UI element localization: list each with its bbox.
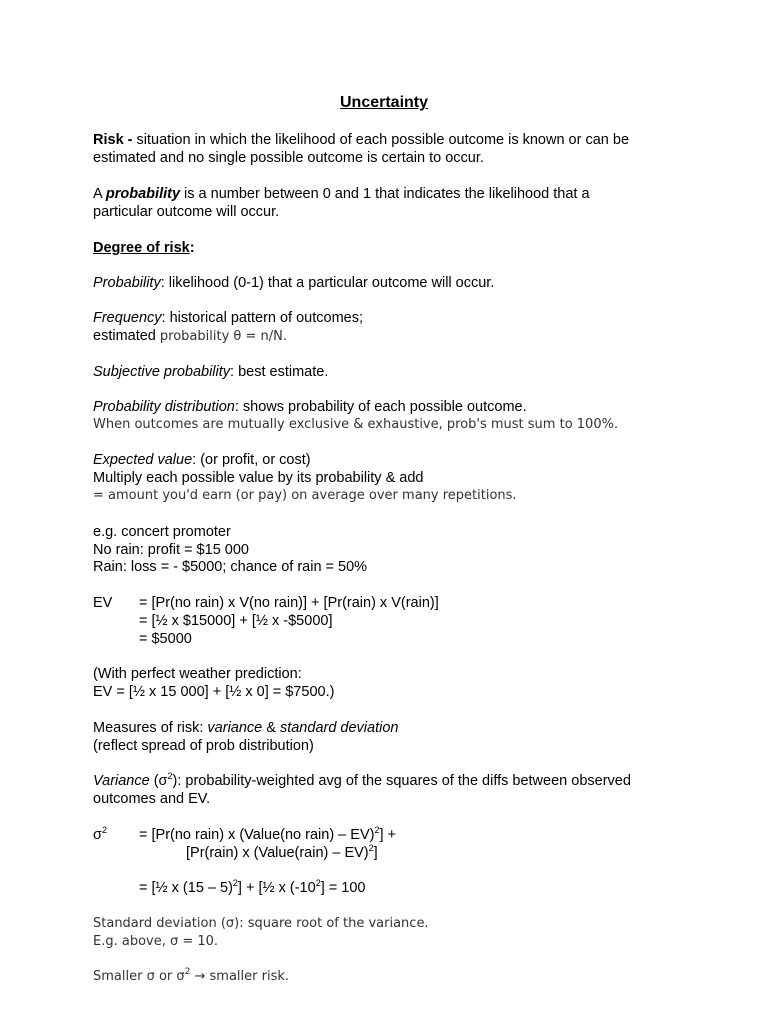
sigma-formula-row-2	[186, 844, 378, 862]
measures-sd: standard deviation	[279, 720, 399, 736]
ev-row-1	[93, 594, 693, 612]
probability-definition-line-1	[93, 185, 590, 203]
sigma-row-1-expression	[139, 826, 396, 844]
perfect-prediction-line-1: (With perfect weather prediction:	[93, 666, 302, 682]
sigma-symbol: σ	[93, 827, 102, 843]
probability-term: probability	[105, 186, 181, 202]
example-line-3: Rain: loss = - $5000; chance of rain = 50%	[93, 559, 368, 575]
degree-heading-colon: :	[189, 240, 195, 256]
sigma-formula-row-3	[139, 879, 365, 897]
risk-text: situation in which the likelihood of each possible outcome is known or can be	[132, 132, 630, 148]
variance-term: Variance	[93, 773, 150, 789]
sigma-row1-a: = [Pr(no rain) x (Value(no rain) – EV)	[139, 827, 375, 843]
measures-prefix: Measures of risk:	[93, 720, 208, 736]
risk-term: Risk -	[93, 132, 133, 148]
sigma-row1-b: ] +	[379, 827, 396, 843]
example-line-2: No rain: profit = $15 000	[93, 542, 249, 558]
sigma-row3-sup2: 2	[315, 878, 321, 888]
probability-item	[93, 274, 494, 292]
ev-step-2: = [½ x $15000] + [½ x -$5000]	[139, 613, 333, 629]
sd-definition-line-1: Standard deviation (σ): square root of the variance.	[93, 916, 429, 931]
distribution-item-line-1	[93, 398, 527, 416]
measures-variance: variance	[207, 720, 263, 736]
probability-text: is a number between 0 and 1 that indicates the likelihood that a	[180, 186, 590, 202]
subjective-term: Subjective probability	[93, 364, 231, 380]
measures-amp: &	[262, 720, 280, 736]
conclusion-b: → smaller risk.	[190, 969, 290, 984]
frequency-line2-b: probability θ = n/N.	[159, 329, 287, 344]
sigma-row3-b: ] + [½ x (-10	[237, 880, 316, 896]
subjective-probability-item	[93, 363, 328, 381]
page-title: Uncertainty	[339, 94, 429, 111]
sigma-row2-b: ]	[373, 845, 378, 861]
distribution-term: Probability distribution	[93, 399, 235, 415]
variance-definition-line-1	[93, 772, 631, 790]
sigma-row2-sup: 2	[368, 843, 374, 853]
variance-text: ): probability-weighted avg of the squares of the diffs between observed	[172, 773, 631, 789]
conclusion-a: Smaller σ or σ	[93, 969, 185, 984]
sigma-row3-c: ] = 100	[320, 880, 366, 896]
frequency-line2-a: estimated	[93, 328, 160, 344]
conclusion-sup: 2	[184, 967, 191, 977]
frequency-term: Frequency	[93, 310, 162, 326]
probability-definition-line-2: particular outcome will occur.	[93, 204, 280, 220]
sigma-row2-a: [Pr(rain) x (Value(rain) – EV)	[186, 845, 369, 861]
frequency-text: : historical pattern of outcomes;	[161, 310, 364, 326]
expected-value-text: : (or profit, or cost)	[192, 452, 311, 468]
sd-definition-line-2: E.g. above, σ = 10.	[93, 934, 219, 949]
expected-value-line-2: Multiply each possible value by its probability & add	[93, 470, 424, 486]
distribution-item-line-2: When outcomes are mutually exclusive & exhaustive, prob's must sum to 100%.	[93, 417, 619, 432]
variance-sup: 2	[167, 771, 173, 781]
variance-definition-line-2: outcomes and EV.	[93, 791, 211, 807]
measures-line-1	[93, 719, 398, 737]
probability-prefix: A	[93, 186, 106, 202]
probability-item-term: Probability	[93, 275, 161, 291]
probability-item-text: : likelihood (0-1) that a particular outcome will occur.	[160, 275, 495, 291]
example-line-1: e.g. concert promoter	[93, 524, 231, 540]
variance-open: (σ	[149, 773, 168, 789]
risk-definition-line-1	[93, 131, 629, 149]
degree-heading-text: Degree of risk	[93, 240, 190, 256]
subjective-text: : best estimate.	[230, 364, 329, 380]
ev-step-3: = $5000	[139, 631, 192, 647]
expected-value-term: Expected value	[93, 452, 193, 468]
ev-step-1: = [Pr(no rain) x V(no rain)] + [Pr(rain) x V(rain)]	[139, 595, 439, 611]
measures-line-2: (reflect spread of prob distribution)	[93, 738, 314, 754]
perfect-prediction-line-2: EV = [½ x 15 000] + [½ x 0] = $7500.)	[93, 684, 335, 700]
expected-value-line-3: = amount you'd earn (or pay) on average over many repetitions.	[93, 488, 517, 503]
ev-label: EV	[93, 595, 113, 611]
frequency-item-line-1	[93, 309, 363, 327]
sigma-row3-a: = [½ x (15 – 5)	[139, 880, 233, 896]
conclusion-line	[93, 968, 289, 986]
degree-of-risk-heading	[93, 239, 195, 257]
risk-definition-line-2: estimated and no single possible outcome is certain to occur.	[93, 150, 484, 166]
expected-value-line-1	[93, 451, 311, 469]
sigma-row3-sup1: 2	[232, 878, 238, 888]
sigma-formula-row-1	[93, 826, 693, 844]
sigma-row1-sup: 2	[374, 825, 380, 835]
distribution-text: : shows probability of each possible outcome.	[234, 399, 527, 415]
frequency-item-line-2	[93, 327, 287, 346]
sigma-label	[93, 827, 107, 843]
sigma-label-sup: 2	[101, 825, 107, 835]
